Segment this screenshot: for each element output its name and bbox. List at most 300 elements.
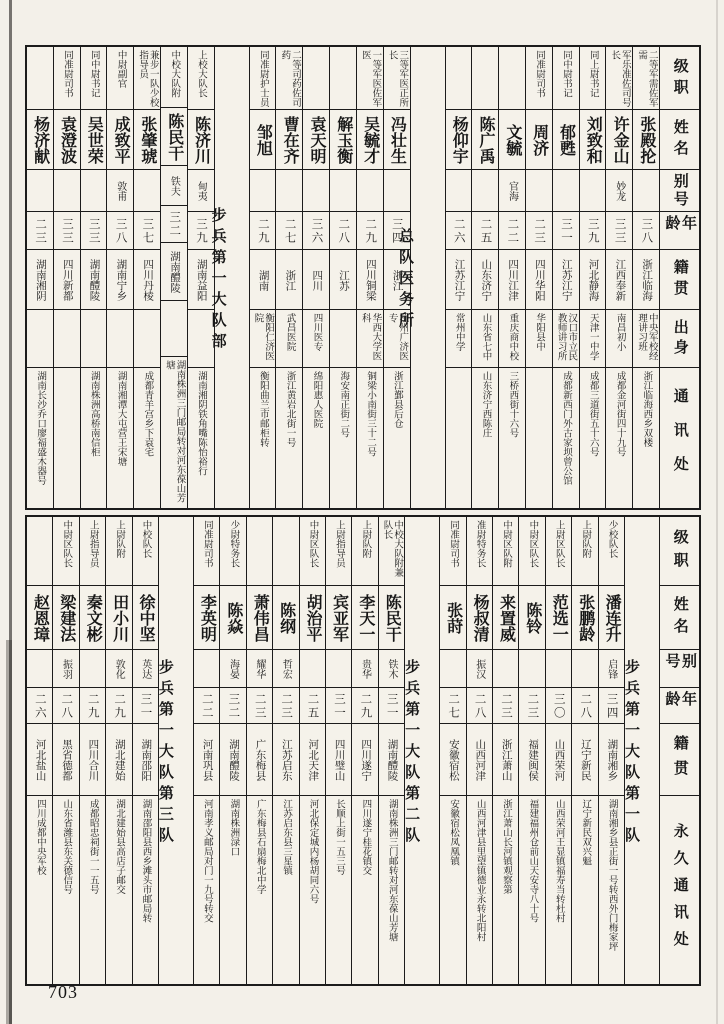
address-cell-text: 湖南株洲渌口 <box>228 799 239 856</box>
name-cell <box>440 585 465 649</box>
address-cell <box>247 795 272 984</box>
header-label: 姓名 <box>671 596 688 640</box>
origin-cell <box>357 309 383 367</box>
native-place-cell <box>107 249 133 309</box>
address-cell-text: 四川遂宁桂花镇交 <box>360 799 371 875</box>
name-cell-text: 张鹏龄 <box>576 594 594 642</box>
alias-cell-text: 振汉 <box>473 659 485 679</box>
name-cell-text: 陈广禹 <box>477 116 495 164</box>
section-divider <box>211 47 252 508</box>
address-cell <box>352 795 377 984</box>
rank-cell <box>250 47 276 109</box>
name-cell-text: 潘连升 <box>603 594 621 642</box>
origin-cell <box>250 309 276 367</box>
rank-cell <box>53 517 78 585</box>
header-label: 永久通讯处 <box>671 823 688 958</box>
rank-cell <box>188 47 214 109</box>
name-cell-text: 邹旭 <box>254 124 272 156</box>
name-cell <box>107 109 133 169</box>
native-place-cell-text: 四川合川 <box>87 739 99 781</box>
column-header <box>660 367 699 508</box>
origin-cell <box>54 309 80 367</box>
age-cell <box>27 211 53 249</box>
name-cell-text: 陈纲 <box>277 602 295 634</box>
rank-cell-text: 上尉指导员 <box>333 520 344 568</box>
native-place-cell-text: 江西奉新 <box>614 259 626 301</box>
address-cell-text: 湖南株洲高桥南信柜 <box>88 371 99 457</box>
column-header <box>660 649 699 687</box>
rank-cell <box>526 47 552 109</box>
origin-cell <box>606 309 632 367</box>
rank-cell <box>326 517 351 585</box>
rank-cell <box>107 47 133 109</box>
address-cell-text: 山东省潍县东关德信号 <box>61 799 72 894</box>
header-label: 级职 <box>671 57 688 100</box>
name-cell <box>526 109 552 169</box>
age-cell <box>379 687 404 723</box>
name-cell <box>493 585 518 649</box>
rank-cell-text: 中尉区队长 <box>61 520 72 568</box>
native-place-cell <box>357 249 383 309</box>
native-place-cell-text: 四川遂宁 <box>360 739 372 781</box>
header-label: 籍贯 <box>671 259 688 301</box>
address-cell <box>330 367 356 508</box>
name-cell <box>467 585 492 649</box>
age-cell <box>546 687 571 723</box>
native-place-cell-text: 浙江临海 <box>641 259 653 301</box>
person-column <box>27 517 52 984</box>
rank-cell-text: 少校队长 <box>606 520 617 558</box>
native-place-cell-text: 山西荣河 <box>553 739 565 781</box>
rank-cell-text: 中校大队附兼队长 <box>381 520 403 577</box>
alias-cell <box>161 165 187 206</box>
address-cell-text: 广东梅县石扇梅北中学 <box>254 799 265 894</box>
native-place-cell-text: 湖南 <box>257 269 269 291</box>
name-cell-text: 张肇琥 <box>138 116 156 164</box>
age-cell <box>606 211 632 249</box>
name-cell-text: 梁建法 <box>57 594 75 642</box>
age-cell-text: 三九 <box>195 217 208 245</box>
origin-cell-text: 汉口市立民教师讲习所 <box>555 313 577 361</box>
rank-cell <box>553 47 579 109</box>
alias-cell <box>81 169 107 211</box>
address-cell <box>27 795 52 984</box>
age-cell <box>220 687 245 723</box>
name-cell <box>81 109 107 169</box>
origin-cell <box>81 309 107 367</box>
name-cell <box>27 109 53 169</box>
rank-cell <box>81 47 107 109</box>
native-place-cell <box>499 249 525 309</box>
origin-cell-text: 武昌医院 <box>284 313 295 351</box>
name-cell <box>27 585 52 649</box>
age-cell-text: 三六 <box>310 217 323 245</box>
name-cell-text: 徐中坚 <box>137 594 154 642</box>
address-cell <box>326 795 351 984</box>
name-cell-text: 杨济献 <box>31 116 49 164</box>
scan-edge-shadow <box>716 0 718 1024</box>
rank-cell <box>580 47 606 109</box>
address-cell <box>134 367 160 508</box>
origin-cell <box>134 309 160 367</box>
alias-cell-text: 振羽 <box>60 659 72 679</box>
native-place-cell <box>276 249 302 309</box>
age-cell-text: 三三 <box>60 217 73 245</box>
native-place-cell-text: 四川华阳 <box>533 259 545 301</box>
native-place-cell <box>519 723 544 795</box>
origin-cell <box>161 300 187 356</box>
origin-cell <box>472 309 498 367</box>
rank-cell-text: 上尉区队长 <box>553 520 564 568</box>
age-cell-text: 二三 <box>34 217 47 245</box>
rank-cell-text: 上校大队长 <box>196 50 207 98</box>
person-column <box>246 517 272 984</box>
header-label: 通讯处 <box>671 387 688 490</box>
native-place-cell <box>188 249 214 309</box>
person-column <box>378 517 404 984</box>
native-place-cell-text: 江苏 <box>338 269 349 291</box>
native-place-cell-text: 湖南醴陵 <box>168 250 180 293</box>
address-cell <box>519 795 544 984</box>
name-cell <box>572 585 597 649</box>
alias-cell <box>27 169 53 211</box>
age-cell <box>580 211 606 249</box>
native-place-cell <box>352 723 377 795</box>
name-cell <box>499 109 525 169</box>
address-cell <box>107 367 133 508</box>
native-place-cell <box>326 723 351 795</box>
person-column <box>193 517 219 984</box>
age-cell <box>133 687 158 723</box>
origin-cell <box>330 309 356 367</box>
age-cell-text: 三〇 <box>552 692 565 720</box>
address-cell-text: 成都新西门外古家坝曾公馆 <box>560 371 571 485</box>
address-cell <box>633 367 659 508</box>
age-cell-text: 二九 <box>113 692 126 720</box>
rank-cell <box>599 517 624 585</box>
rank-cell <box>194 517 219 585</box>
rank-cell <box>633 47 659 109</box>
person-column <box>552 47 579 508</box>
age-cell-text: 三四 <box>605 692 618 720</box>
section-divider-label: 步兵第一大队部 <box>211 208 252 350</box>
address-cell-text: 河南孝义邮局对门一九号转交 <box>201 799 212 923</box>
rank-cell-text: 中校大队附 <box>169 50 180 98</box>
name-cell <box>606 109 632 169</box>
alias-cell-text: 铁木 <box>385 659 397 679</box>
rank-cell <box>133 517 158 585</box>
native-place-cell <box>133 723 158 795</box>
native-place-cell <box>250 249 276 309</box>
address-cell-text: 铜梁小南街三十二号 <box>365 371 376 457</box>
address-cell-text: 江苏启东县三星镇 <box>281 799 292 875</box>
section-divider <box>399 47 457 508</box>
name-cell-text: 李天一 <box>356 594 374 642</box>
header-label: 出身 <box>671 319 688 359</box>
native-place-cell <box>80 723 105 795</box>
native-place-cell-text: 四川江津 <box>507 259 519 301</box>
age-cell <box>247 687 272 723</box>
age-cell-text: 二三 <box>533 217 546 245</box>
rank-cell-text: 同中尉书记 <box>560 50 571 98</box>
name-cell-text: 田小川 <box>110 594 128 642</box>
address-cell <box>194 795 219 984</box>
header-column <box>659 47 699 508</box>
person-column <box>219 517 245 984</box>
name-cell <box>330 109 356 169</box>
person-column <box>605 47 632 508</box>
age-cell-text: 三一 <box>332 692 345 720</box>
column-header <box>660 517 699 585</box>
header-label: 级职 <box>671 528 688 575</box>
native-place-cell-text: 湖南邵阳 <box>140 739 152 781</box>
native-place-cell <box>467 723 492 795</box>
name-cell-text: 郁甦 <box>557 124 575 156</box>
age-cell-text: 二九 <box>256 217 269 245</box>
rank-cell-text: 同中尉书记 <box>88 50 99 98</box>
native-place-cell-text: 四川璧山 <box>333 739 345 781</box>
person-column <box>525 47 552 508</box>
person-column <box>133 47 160 508</box>
alias-cell <box>467 649 492 687</box>
age-cell-text: 二八 <box>473 692 486 720</box>
native-place-cell <box>27 723 52 795</box>
alias-cell <box>80 649 105 687</box>
native-place-cell-text: 四川铜梁 <box>364 259 376 301</box>
rank-cell <box>161 47 187 107</box>
origin-cell-text: 天津一中学 <box>587 313 598 361</box>
alias-cell <box>53 649 78 687</box>
age-cell-text: 二三 <box>253 692 266 720</box>
address-cell-text: 湖南长沙乔口廖福盛木器号 <box>35 371 46 485</box>
name-cell <box>247 585 272 649</box>
rank-cell-text: 同准尉司书 <box>201 520 212 568</box>
rank-cell-text: 上尉队附 <box>114 520 125 558</box>
name-cell-text: 赵恩璋 <box>31 594 49 642</box>
rank-cell <box>330 47 356 109</box>
address-cell <box>599 795 624 984</box>
address-cell <box>188 367 214 508</box>
alias-cell <box>247 649 272 687</box>
alias-cell-text: 敦甫 <box>114 181 126 201</box>
person-column <box>79 517 105 984</box>
section-divider <box>404 517 439 984</box>
rank-cell <box>27 47 53 109</box>
alias-cell <box>220 649 245 687</box>
age-cell-text: 二八 <box>579 692 592 720</box>
name-cell <box>357 109 383 169</box>
name-cell-text: 秦文彬 <box>84 594 102 642</box>
rank-cell <box>467 517 492 585</box>
alias-cell-text: 贵华 <box>359 659 371 679</box>
alias-cell-text: 耀华 <box>253 659 265 679</box>
alias-cell <box>352 649 377 687</box>
native-place-cell <box>300 723 325 795</box>
person-column <box>579 47 606 508</box>
alias-cell <box>440 649 465 687</box>
address-cell-text: 长顺上街一五三号 <box>333 799 344 875</box>
age-cell-text: 二五 <box>479 217 492 245</box>
alias-cell-text: 哲宏 <box>280 659 292 679</box>
address-cell-text: 辽宁新民双兴魁 <box>580 799 591 866</box>
rank-cell-text: 二等司药佐司药 <box>279 50 300 107</box>
alias-cell <box>493 649 518 687</box>
rank-cell <box>80 517 105 585</box>
rank-cell-text: 少尉特务长 <box>228 520 239 568</box>
age-cell-text: 三一 <box>385 692 398 720</box>
address-cell-text: 海安南正街二号 <box>338 371 349 438</box>
rank-cell-text: 上尉队附 <box>580 520 591 558</box>
age-cell <box>53 687 78 723</box>
alias-cell <box>54 169 80 211</box>
alias-cell-text: 官海 <box>506 181 518 201</box>
rank-cell-text: 准尉特务长 <box>474 520 485 568</box>
age-cell <box>326 687 351 723</box>
alias-cell <box>572 649 597 687</box>
native-place-cell-text: 安徽宿松 <box>447 739 459 781</box>
address-cell-text: 湖北建始县高店子邮交 <box>114 799 125 894</box>
age-cell <box>273 687 298 723</box>
age-cell <box>357 211 383 249</box>
column-header <box>660 109 699 169</box>
age-cell-text: 二二 <box>506 217 519 245</box>
native-place-cell-text: 浙江萧山 <box>500 739 512 781</box>
address-cell <box>54 367 80 508</box>
alias-cell <box>27 649 52 687</box>
alias-cell <box>300 649 325 687</box>
age-cell-text: 三一 <box>559 217 572 245</box>
person-column <box>325 517 351 984</box>
age-cell <box>107 211 133 249</box>
header-label: 年龄 <box>663 215 696 233</box>
address-cell <box>384 367 410 508</box>
name-cell <box>633 109 659 169</box>
name-cell <box>53 585 78 649</box>
age-cell <box>599 687 624 723</box>
rank-cell-text: 同准尉司书 <box>448 520 459 568</box>
address-cell <box>303 367 329 508</box>
alias-cell-text: 英达 <box>139 659 151 679</box>
native-place-cell-text: 山西河津 <box>474 739 486 781</box>
name-cell-text: 陈民干 <box>383 594 401 642</box>
native-place-cell <box>106 723 131 795</box>
person-column <box>275 47 302 508</box>
name-cell <box>546 585 571 649</box>
address-cell-text: 浙江黄岩北街一号 <box>284 371 295 447</box>
rank-cell <box>519 517 544 585</box>
person-column <box>466 517 492 984</box>
alias-cell-text: 妙龙 <box>613 181 625 201</box>
name-cell-text: 成致平 <box>112 116 130 164</box>
alias-cell-text: 敦化 <box>113 659 125 679</box>
age-cell-text: 二九 <box>359 692 372 720</box>
rank-cell <box>106 517 131 585</box>
address-cell <box>546 795 571 984</box>
native-place-cell-text: 湖南益阳 <box>195 259 207 301</box>
address-cell <box>553 367 579 508</box>
alias-cell <box>106 649 131 687</box>
rank-cell <box>472 47 498 109</box>
age-cell <box>134 211 160 249</box>
name-cell-text: 刘致和 <box>584 116 602 164</box>
rank-cell-text: 军乐准佐司号长 <box>609 50 630 107</box>
person-column <box>80 47 107 508</box>
roster-table-bottom <box>25 515 701 986</box>
name-cell-text: 李英明 <box>198 594 216 642</box>
alias-cell <box>499 169 525 211</box>
native-place-cell <box>546 723 571 795</box>
address-cell-text: 湖南湘阴铁角嘴陈怡裕行 <box>196 371 207 476</box>
name-cell <box>303 109 329 169</box>
rank-cell-text: 中尉区队长 <box>527 520 538 568</box>
native-place-cell <box>440 723 465 795</box>
age-cell <box>106 687 131 723</box>
rank-cell <box>493 517 518 585</box>
age-cell <box>352 687 377 723</box>
rank-cell <box>273 517 298 585</box>
age-cell-text: 三一 <box>139 692 152 720</box>
header-label: 别号 <box>663 653 696 671</box>
person-column <box>52 517 78 984</box>
person-column <box>492 517 518 984</box>
person-column <box>356 47 383 508</box>
address-cell <box>220 795 245 984</box>
name-cell-text: 杨仰宇 <box>450 116 468 164</box>
rank-cell <box>54 47 80 109</box>
alias-cell <box>580 169 606 211</box>
native-place-cell <box>53 723 78 795</box>
address-cell-text: 浙江萧山长河镇观察第 <box>500 799 511 894</box>
origin-cell-text: 常州中学 <box>453 313 464 351</box>
native-place-cell-text: 江苏启东 <box>280 739 292 781</box>
rank-cell-text: 中尉区队长 <box>307 520 318 568</box>
person-column <box>545 517 571 984</box>
section-divider-label: 步兵第一大队第三队 <box>158 660 190 844</box>
alias-cell <box>599 649 624 687</box>
native-place-cell <box>303 249 329 309</box>
rank-cell-text: 同准尉护士员 <box>257 50 268 107</box>
name-cell-text: 张莳 <box>444 602 462 634</box>
address-cell <box>81 367 107 508</box>
section-divider-label: 步兵第一大队第一队 <box>625 660 657 844</box>
alias-cell <box>446 169 472 211</box>
address-cell-text: 山西荣河王显镇福寿当转杜村 <box>553 799 564 923</box>
native-place-cell <box>27 249 53 309</box>
origin-cell-text: 衡阳仁济医院 <box>252 313 274 361</box>
address-cell-text: 湖南株洲三门邮转对河东葆山芳塘 <box>386 799 397 942</box>
age-cell-text: 二二 <box>200 692 213 720</box>
name-cell <box>519 585 544 649</box>
column-header <box>660 723 699 795</box>
origin-cell <box>188 309 214 367</box>
age-cell <box>472 211 498 249</box>
name-cell-text: 杨叔清 <box>471 594 489 642</box>
name-cell-text: 吴世荣 <box>85 116 103 164</box>
address-cell-text: 三桥西街十六号 <box>507 371 518 438</box>
address-cell-text: 山西河津县里望镇德业永转北阳村 <box>474 799 485 942</box>
alias-cell <box>326 649 351 687</box>
age-cell <box>250 211 276 249</box>
rank-cell <box>27 517 52 585</box>
section-divider <box>158 517 193 984</box>
rank-cell-text: 同准尉司书 <box>61 50 72 98</box>
name-cell-text: 周济 <box>530 124 548 156</box>
name-cell-text: 萧伟昌 <box>251 594 269 642</box>
origin-cell <box>499 309 525 367</box>
address-cell <box>472 367 498 508</box>
name-cell <box>194 585 219 649</box>
alias-cell <box>188 169 214 211</box>
